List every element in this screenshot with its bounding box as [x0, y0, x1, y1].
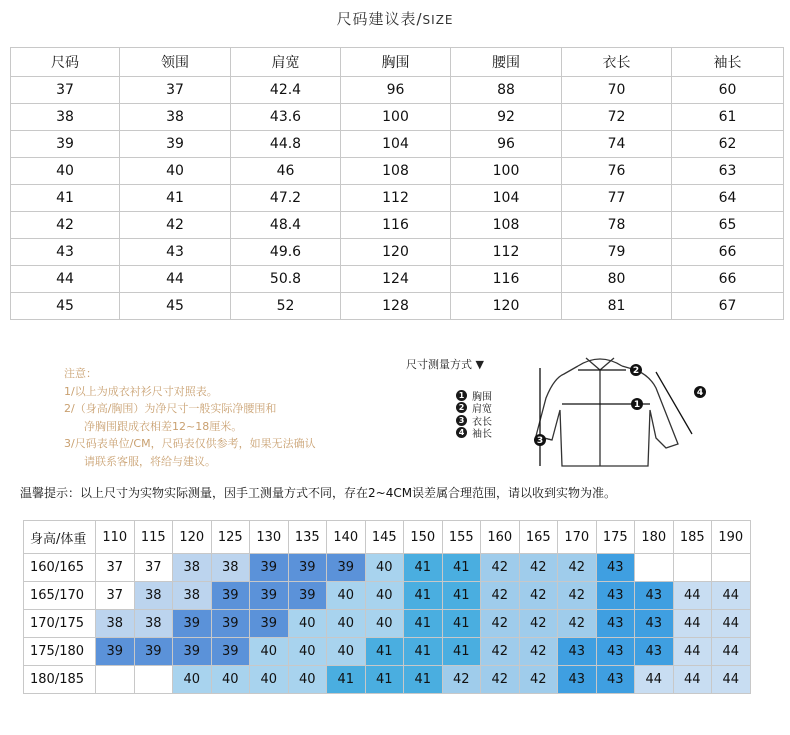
legend-number: 1	[456, 390, 467, 401]
legend-item	[456, 427, 492, 440]
size-recommendation-cell: 42	[558, 554, 597, 582]
size-recommendation-cell: 40	[327, 638, 366, 666]
weight-header-cell: 125	[211, 521, 250, 554]
legend-label: 肩宽	[472, 404, 492, 416]
size-recommendation-cell: 38	[134, 582, 173, 610]
size-cell: 43	[11, 239, 120, 266]
size-recommendation-cell: 41	[365, 638, 404, 666]
size-recommendation-cell: 41	[404, 666, 443, 694]
legend-label: 袖长	[472, 429, 492, 441]
size-recommendation-cell: 38	[173, 582, 212, 610]
size-cell: 66	[672, 266, 784, 293]
note-line: 2/（身高/胸围）为净尺寸一般实际净腰围和	[64, 402, 277, 415]
legend-label: 胸围	[472, 391, 492, 403]
corner-label: 身高/体重	[24, 521, 96, 554]
size-recommendation-cell: 43	[635, 582, 674, 610]
weight-header-cell: 185	[673, 521, 712, 554]
notes-heading: 注意：	[64, 367, 97, 380]
size-recommendation-cell: 43	[558, 666, 597, 694]
size-recommendation-cell: 41	[442, 638, 481, 666]
size-cell: 78	[562, 212, 672, 239]
size-recommendation-cell: 42	[481, 554, 520, 582]
height-label: 170/175	[24, 610, 96, 638]
weight-header-cell: 140	[327, 521, 366, 554]
size-recommendation-cell: 41	[442, 610, 481, 638]
size-recommendation-cell: 41	[404, 610, 443, 638]
size-cell: 65	[672, 212, 784, 239]
size-table-header	[11, 48, 784, 77]
size-recommendation-cell	[635, 554, 674, 582]
size-cell: 92	[451, 104, 562, 131]
size-recommendation-cell: 40	[327, 582, 366, 610]
size-cell: 88	[451, 77, 562, 104]
size-recommendation-cell: 39	[96, 638, 135, 666]
size-cell: 50.8	[231, 266, 341, 293]
table-row	[11, 293, 784, 320]
size-recommendation-cell: 42	[481, 638, 520, 666]
weight-header-cell: 145	[365, 521, 404, 554]
size-cell: 41	[120, 185, 231, 212]
size-recommendation-cell: 39	[211, 638, 250, 666]
svg-text:2: 2	[632, 366, 640, 376]
size-cell: 116	[341, 212, 451, 239]
size-recommendation-cell: 42	[558, 610, 597, 638]
size-cell: 42.4	[231, 77, 341, 104]
size-cell: 116	[451, 266, 562, 293]
size-recommendation-cell: 44	[635, 666, 674, 694]
size-cell: 104	[341, 131, 451, 158]
size-cell: 42	[120, 212, 231, 239]
size-cell: 38	[120, 104, 231, 131]
table-row	[11, 266, 784, 293]
size-header-cell: 衣长	[562, 48, 672, 77]
size-recommendation-cell: 40	[288, 638, 327, 666]
size-recommendation-cell: 40	[173, 666, 212, 694]
size-recommendation-cell: 39	[173, 638, 212, 666]
size-recommendation-cell	[134, 666, 173, 694]
size-cell: 45	[120, 293, 231, 320]
note-line: 请联系客服，将给与建议。	[84, 454, 216, 468]
note-line: 净胸围跟成衣相差12~18厘米。	[84, 419, 243, 433]
height-label: 175/180	[24, 638, 96, 666]
size-cell: 112	[451, 239, 562, 266]
size-recommendation-cell: 44	[712, 638, 751, 666]
size-recommendation-cell: 39	[288, 554, 327, 582]
size-header-cell: 袖长	[672, 48, 784, 77]
size-recommendation-cell: 44	[673, 666, 712, 694]
size-recommendation-cell: 40	[211, 666, 250, 694]
size-recommendation-cell: 39	[173, 610, 212, 638]
note-line: 3/尺码表单位/CM，尺码表仅供参考，如果无法确认	[64, 437, 316, 450]
size-cell: 40	[120, 158, 231, 185]
size-cell: 37	[120, 77, 231, 104]
size-cell: 44	[120, 266, 231, 293]
size-recommendation-cell: 40	[250, 638, 289, 666]
size-recommendation-cell: 40	[327, 610, 366, 638]
size-recommendation-cell: 43	[596, 554, 635, 582]
size-recommendation-cell: 42	[481, 610, 520, 638]
size-cell: 43.6	[231, 104, 341, 131]
size-cell: 79	[562, 239, 672, 266]
size-cell: 42	[11, 212, 120, 239]
table-row	[11, 158, 784, 185]
size-cell: 40	[11, 158, 120, 185]
size-recommendation-cell: 38	[173, 554, 212, 582]
svg-text:3: 3	[536, 436, 544, 446]
size-cell: 61	[672, 104, 784, 131]
weight-header-cell: 180	[635, 521, 674, 554]
size-recommendation-cell: 40	[288, 666, 327, 694]
size-cell: 62	[672, 131, 784, 158]
size-recommendation-cell: 40	[365, 554, 404, 582]
size-header-cell: 胸围	[341, 48, 451, 77]
measurement-legend	[456, 389, 492, 439]
table-row	[11, 77, 784, 104]
size-recommendation-cell: 42	[481, 582, 520, 610]
size-cell: 63	[672, 158, 784, 185]
size-table	[10, 47, 784, 320]
size-recommendation-cell: 38	[134, 610, 173, 638]
table-row	[24, 638, 751, 666]
svg-text:4: 4	[696, 388, 704, 398]
size-recommendation-cell: 42	[519, 666, 558, 694]
size-cell: 46	[231, 158, 341, 185]
size-recommendation-cell: 37	[134, 554, 173, 582]
table-row	[11, 131, 784, 158]
size-recommendation-cell: 43	[596, 666, 635, 694]
legend-number: 4	[456, 427, 467, 438]
size-recommendation-cell: 42	[558, 582, 597, 610]
size-cell: 43	[120, 239, 231, 266]
height-label: 165/170	[24, 582, 96, 610]
size-cell: 47.2	[231, 185, 341, 212]
size-recommendation-cell: 43	[596, 610, 635, 638]
size-cell: 64	[672, 185, 784, 212]
legend-label: 衣长	[472, 416, 492, 428]
tip-text: 温馨提示：以上尺寸为实物实际测量，因手工测量方式不同，存在2~4CM误差属合理范围，请以收到实物为准。	[20, 486, 617, 500]
size-cell: 128	[341, 293, 451, 320]
size-header-cell: 腰围	[451, 48, 562, 77]
size-recommendation-cell: 44	[712, 582, 751, 610]
size-recommendation-cell: 42	[519, 582, 558, 610]
size-recommendation-cell: 44	[673, 582, 712, 610]
title-cn: 尺码建议表/	[336, 10, 423, 28]
size-recommendation-cell: 44	[673, 638, 712, 666]
size-recommendation-cell: 41	[442, 554, 481, 582]
size-cell: 66	[672, 239, 784, 266]
size-recommendation-cell: 44	[712, 666, 751, 694]
title-en: SIZE	[422, 13, 454, 27]
legend-number: 3	[456, 415, 467, 426]
size-cell: 52	[231, 293, 341, 320]
size-header-cell: 尺码	[11, 48, 120, 77]
size-cell: 67	[672, 293, 784, 320]
size-cell: 108	[451, 212, 562, 239]
svg-text:1: 1	[633, 400, 641, 410]
size-recommendation-cell: 42	[519, 610, 558, 638]
shirt-diagram	[516, 348, 716, 473]
weight-header-cell: 135	[288, 521, 327, 554]
size-recommendation-cell: 41	[404, 638, 443, 666]
size-cell: 39	[120, 131, 231, 158]
size-cell: 44	[11, 266, 120, 293]
page-title	[0, 8, 790, 32]
size-recommendation-cell	[96, 666, 135, 694]
size-recommendation-cell: 43	[635, 610, 674, 638]
weight-header-cell: 165	[519, 521, 558, 554]
weight-header-cell: 175	[596, 521, 635, 554]
size-header-cell: 领围	[120, 48, 231, 77]
size-recommendation-cell: 41	[404, 582, 443, 610]
legend-number: 2	[456, 402, 467, 413]
table-row	[24, 582, 751, 610]
size-cell: 100	[451, 158, 562, 185]
size-recommendation-cell: 41	[365, 666, 404, 694]
size-recommendation-cell: 39	[288, 582, 327, 610]
size-recommendation-cell: 38	[96, 610, 135, 638]
size-cell: 39	[11, 131, 120, 158]
size-recommendation-cell: 42	[519, 638, 558, 666]
size-recommendation-cell: 39	[211, 582, 250, 610]
table-row	[11, 104, 784, 131]
weight-header-cell: 130	[250, 521, 289, 554]
size-recommendation-cell: 39	[134, 638, 173, 666]
size-recommendation-cell: 40	[365, 610, 404, 638]
size-recommendation-cell: 42	[519, 554, 558, 582]
size-recommendation-cell: 44	[712, 610, 751, 638]
size-recommendation-cell: 39	[250, 610, 289, 638]
size-recommendation-cell: 41	[327, 666, 366, 694]
size-cell: 76	[562, 158, 672, 185]
size-cell: 45	[11, 293, 120, 320]
size-cell: 70	[562, 77, 672, 104]
size-cell: 120	[451, 293, 562, 320]
height-label: 180/185	[24, 666, 96, 694]
size-cell: 120	[341, 239, 451, 266]
height-label: 160/165	[24, 554, 96, 582]
size-recommendation-cell: 40	[365, 582, 404, 610]
size-cell: 77	[562, 185, 672, 212]
size-recommendation-cell: 41	[404, 554, 443, 582]
table-row	[11, 212, 784, 239]
size-header-cell: 肩宽	[231, 48, 341, 77]
size-cell: 104	[451, 185, 562, 212]
size-recommendation-cell: 42	[481, 666, 520, 694]
size-recommendation-cell: 44	[673, 610, 712, 638]
size-cell: 74	[562, 131, 672, 158]
size-cell: 41	[11, 185, 120, 212]
size-recommendation-cell: 38	[211, 554, 250, 582]
table-row	[24, 666, 751, 694]
size-recommendation-cell: 37	[96, 554, 135, 582]
size-cell: 38	[11, 104, 120, 131]
table-row	[24, 554, 751, 582]
notes	[64, 365, 316, 470]
measurement-title: 尺寸测量方式 ▼	[406, 358, 484, 371]
size-cell: 96	[341, 77, 451, 104]
table-row	[11, 239, 784, 266]
weight-header-cell: 115	[134, 521, 173, 554]
size-cell: 108	[341, 158, 451, 185]
size-cell: 100	[341, 104, 451, 131]
size-recommendation-cell: 43	[596, 638, 635, 666]
size-recommendation-cell: 42	[442, 666, 481, 694]
size-cell: 48.4	[231, 212, 341, 239]
size-recommendation-cell: 43	[558, 638, 597, 666]
size-cell: 60	[672, 77, 784, 104]
size-cell: 49.6	[231, 239, 341, 266]
weight-header-row	[24, 521, 751, 554]
table-row	[11, 185, 784, 212]
weight-header-cell: 190	[712, 521, 751, 554]
size-cell: 37	[11, 77, 120, 104]
weight-header-cell: 155	[442, 521, 481, 554]
size-recommendation-cell: 41	[442, 582, 481, 610]
size-recommendation-cell: 40	[250, 666, 289, 694]
size-cell: 80	[562, 266, 672, 293]
size-recommendation-cell	[712, 554, 751, 582]
size-recommendation-cell: 39	[250, 554, 289, 582]
weight-size-chart	[23, 520, 751, 694]
size-recommendation-cell: 37	[96, 582, 135, 610]
table-row	[24, 610, 751, 638]
size-cell: 72	[562, 104, 672, 131]
size-recommendation-cell: 43	[635, 638, 674, 666]
weight-header-cell: 120	[173, 521, 212, 554]
size-recommendation-cell: 39	[250, 582, 289, 610]
weight-header-cell: 170	[558, 521, 597, 554]
size-cell: 124	[341, 266, 451, 293]
size-cell: 81	[562, 293, 672, 320]
weight-header-cell: 110	[96, 521, 135, 554]
size-recommendation-cell: 39	[327, 554, 366, 582]
size-recommendation-cell: 43	[596, 582, 635, 610]
weight-header-cell: 150	[404, 521, 443, 554]
size-recommendation-cell: 40	[288, 610, 327, 638]
size-recommendation-cell: 39	[211, 610, 250, 638]
size-cell: 112	[341, 185, 451, 212]
weight-header-cell: 160	[481, 521, 520, 554]
size-cell: 44.8	[231, 131, 341, 158]
note-line: 1/以上为成衣衬衫尺寸对照表。	[64, 384, 218, 398]
size-cell: 96	[451, 131, 562, 158]
size-recommendation-cell	[673, 554, 712, 582]
